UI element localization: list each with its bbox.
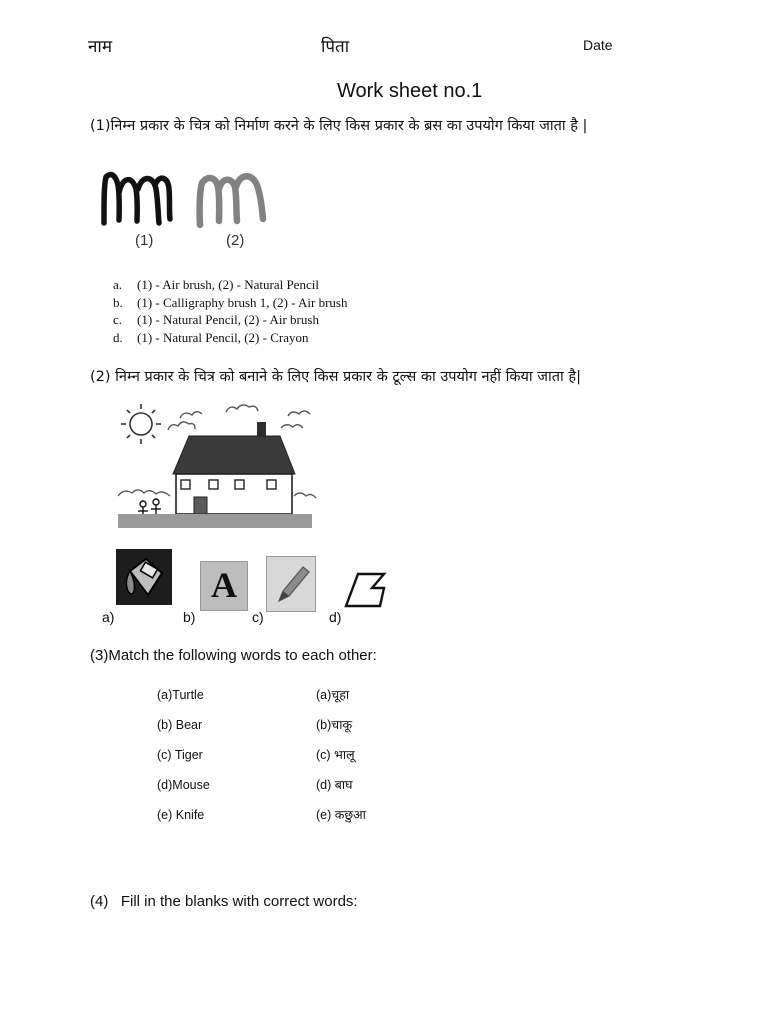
match-right-item: (c) भालू — [316, 748, 355, 762]
q4-question: (4) Fill in the blanks with correct words: — [90, 893, 358, 910]
q3-question: (3)Match the following words to each other: — [90, 647, 377, 664]
eraser-icon — [340, 568, 388, 610]
q2-option-a: a) — [102, 609, 115, 625]
match-left-item: (d)Mouse — [157, 778, 210, 792]
q2-option-d: d) — [329, 609, 342, 625]
q1-option-letter: a. — [113, 277, 123, 292]
q1-image-label-1: (1) — [135, 232, 154, 249]
q1-option-letter: d. — [113, 329, 123, 345]
name-label: नाम — [88, 37, 113, 57]
q1-option-text: (1) - Natural Pencil, (2) - Air brush — [137, 312, 319, 327]
house-scene-image — [116, 400, 318, 530]
q1-option-text: (1) - Air brush, (2) - Natural Pencil — [137, 277, 319, 292]
match-right-item: (e) कछुआ — [316, 808, 366, 822]
q1-option — [113, 311, 348, 329]
q1-question: (1)निम्न प्रकार के चित्र को निर्माण करने के लिए किस प्रकार के ब्रस का उपयोग किया जाता है | — [90, 118, 588, 134]
pencil-icon — [266, 556, 316, 612]
q1-option-letter: b. — [113, 294, 123, 310]
text-tool-glyph: A — [211, 565, 237, 605]
q1-options — [113, 276, 348, 346]
match-left-item: (e) Knife — [157, 808, 205, 822]
q2-option-b: b) — [183, 609, 196, 625]
q1-brush-strokes-image — [98, 165, 278, 260]
q1-option-letter: c. — [113, 312, 123, 327]
q1-option — [113, 294, 348, 312]
q1-option — [113, 276, 348, 294]
q1-option — [113, 329, 348, 347]
q2-option-c: c) — [252, 609, 264, 625]
match-right-item: (b)चाकू — [316, 718, 353, 732]
q1-option-text: (1) - Calligraphy brush 1, (2) - Air brush — [137, 294, 348, 310]
page-title: Work sheet no.1 — [337, 80, 483, 102]
match-left-item: (c) Tiger — [157, 748, 203, 762]
text-tool-icon — [200, 561, 248, 611]
sun-icon — [121, 404, 161, 444]
father-label: पिता — [321, 37, 350, 57]
match-left-item: (b) Bear — [157, 718, 203, 732]
q1-image-label-2: (2) — [226, 232, 245, 249]
match-left-item: (a)Turtle — [157, 688, 204, 702]
match-right-item: (d) बाघ — [316, 778, 353, 792]
q2-question: (2) निम्न प्रकार के चित्र को बनाने के लिए किस प्रकार के टूल्स का उपयोग नहीं किया जाता है| — [90, 369, 581, 385]
match-right-item: (a)चूहा — [316, 688, 350, 702]
date-label: Date — [583, 37, 613, 53]
paint-bucket-icon — [116, 549, 172, 605]
q1-option-text: (1) - Natural Pencil, (2) - Crayon — [137, 329, 309, 345]
